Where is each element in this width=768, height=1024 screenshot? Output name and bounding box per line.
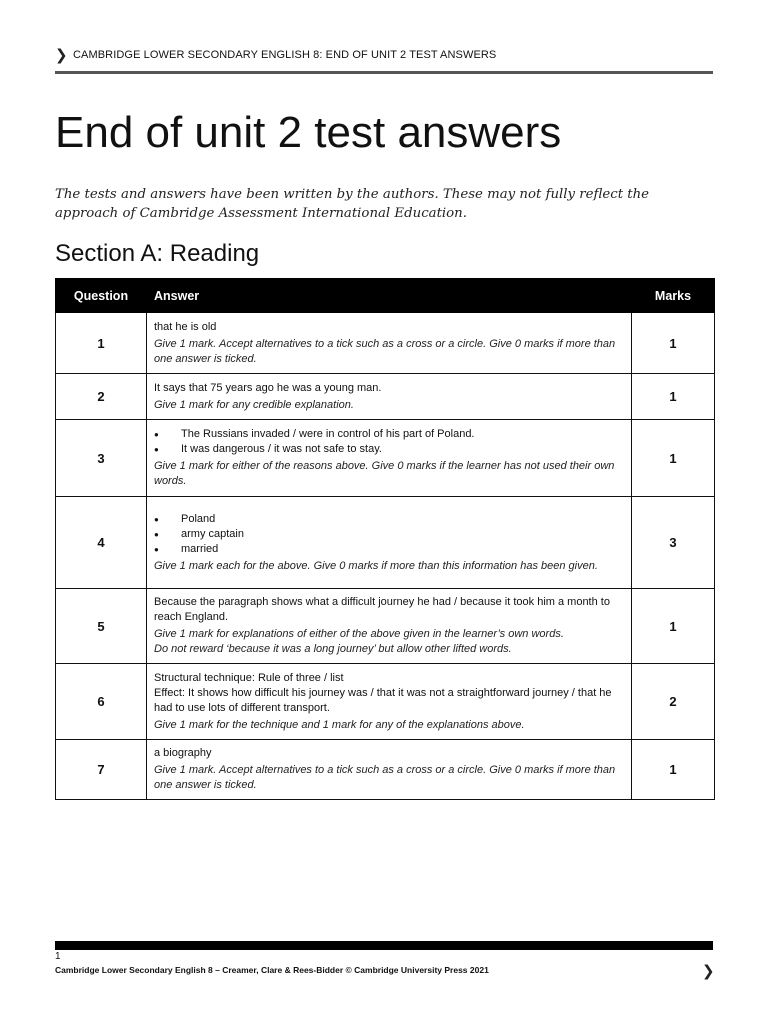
- answer-text: that he is old: [154, 320, 217, 333]
- answer-cell: [147, 374, 632, 420]
- answer-bullet: ● It was dangerous / it was not safe to stay.: [154, 442, 624, 457]
- chevron-right-icon: ❯: [55, 46, 68, 64]
- table-row: [56, 740, 715, 800]
- question-number: 6: [56, 664, 147, 740]
- answer-cell: [147, 497, 632, 589]
- chevron-right-icon: ❯: [702, 962, 715, 980]
- table-row: [56, 589, 715, 664]
- answer-cell: [147, 313, 632, 374]
- answers-table: [55, 278, 715, 800]
- marks-value: 1: [632, 374, 715, 420]
- running-header: [55, 46, 715, 66]
- marking-note: Give 1 mark for explanations of either of the above given in the learner’s own words.: [154, 628, 564, 640]
- intro-note: The tests and answers have been written by the authors. These may not fully reflect the approach of Cambridge Assessment International Education.: [55, 187, 650, 221]
- answer-bullet-list: [154, 427, 624, 457]
- question-number: 7: [56, 740, 147, 800]
- answer-text: a biography: [154, 747, 212, 759]
- question-number: 1: [56, 313, 147, 374]
- running-header-title: CAMBRIDGE LOWER SECONDARY ENGLISH 8: END OF UNIT 2 TEST ANSWERS: [73, 49, 497, 61]
- answer-cell: [147, 740, 632, 800]
- marks-value: 1: [632, 313, 715, 374]
- marking-note: Give 1 mark each for the above. Give 0 marks if more than this information has been given.: [154, 559, 598, 572]
- marks-value: 2: [632, 664, 715, 740]
- header-divider: [55, 71, 713, 74]
- table-row: [56, 420, 715, 497]
- marking-note: Give 1 mark for any credible explanation.: [154, 398, 354, 411]
- marking-note-secondary: Do not reward ‘because it was a long journey’ but allow other lifted words.: [154, 643, 512, 655]
- table-header-row: [56, 279, 715, 313]
- table-row: [56, 374, 715, 420]
- answer-bullet: ● army captain: [154, 527, 624, 542]
- answer-text: It says that 75 years ago he was a young man.: [154, 381, 382, 394]
- marks-value: 1: [632, 740, 715, 800]
- answer-cell: [147, 664, 632, 740]
- answer-text: Structural technique: Rule of three / list: [154, 671, 344, 684]
- marks-value: 1: [632, 420, 715, 497]
- page-title: End of unit 2 test answers: [55, 108, 562, 157]
- answer-bullet: ● The Russians invaded / were in control of his part of Poland.: [154, 427, 624, 442]
- table-row: [56, 313, 715, 374]
- footer-credit: Cambridge Lower Secondary English 8 – Creamer, Clare & Rees-Bidder © Cambridge University Press 2021: [55, 965, 489, 975]
- question-number: 4: [56, 497, 147, 589]
- section-title: Section A: Reading: [55, 240, 260, 267]
- marking-note: Give 1 mark for the technique and 1 mark for any of the explanations above.: [154, 718, 525, 731]
- footer-divider: [55, 941, 713, 950]
- table-row: [56, 497, 715, 589]
- marks-value: 1: [632, 589, 715, 664]
- page-number: 1: [55, 951, 61, 962]
- answer-cell: [147, 589, 632, 664]
- marking-note: Give 1 mark for either of the reasons above. Give 0 marks if the learner has not used their own words.: [154, 460, 615, 487]
- question-number: 5: [56, 589, 147, 664]
- question-number: 3: [56, 420, 147, 497]
- column-header-marks: Marks: [632, 279, 715, 313]
- column-header-answer: Answer: [147, 279, 632, 313]
- marking-note: Give 1 mark. Accept alternatives to a tick such as a cross or a circle. Give 0 marks if more than one answer is ticked.: [154, 764, 616, 791]
- answer-bullet: ● married: [154, 542, 624, 557]
- answer-cell: [147, 420, 632, 497]
- answer-bullet: ● Poland: [154, 512, 624, 527]
- question-number: 2: [56, 374, 147, 420]
- table-row: [56, 664, 715, 740]
- answer-text-effect: Effect: It shows how difficult his journey was / that it was not a straightforward journey / that he had to use lots of different transport.: [154, 686, 612, 714]
- column-header-question: Question: [56, 279, 147, 313]
- answer-text: Because the paragraph shows what a difficult journey he had / because it took him a month to reach England.: [154, 596, 610, 623]
- marks-value: 3: [632, 497, 715, 589]
- marking-note: Give 1 mark. Accept alternatives to a tick such as a cross or a circle. Give 0 marks if more than one answer is ticked.: [154, 337, 616, 365]
- answer-bullet-list: [154, 512, 624, 557]
